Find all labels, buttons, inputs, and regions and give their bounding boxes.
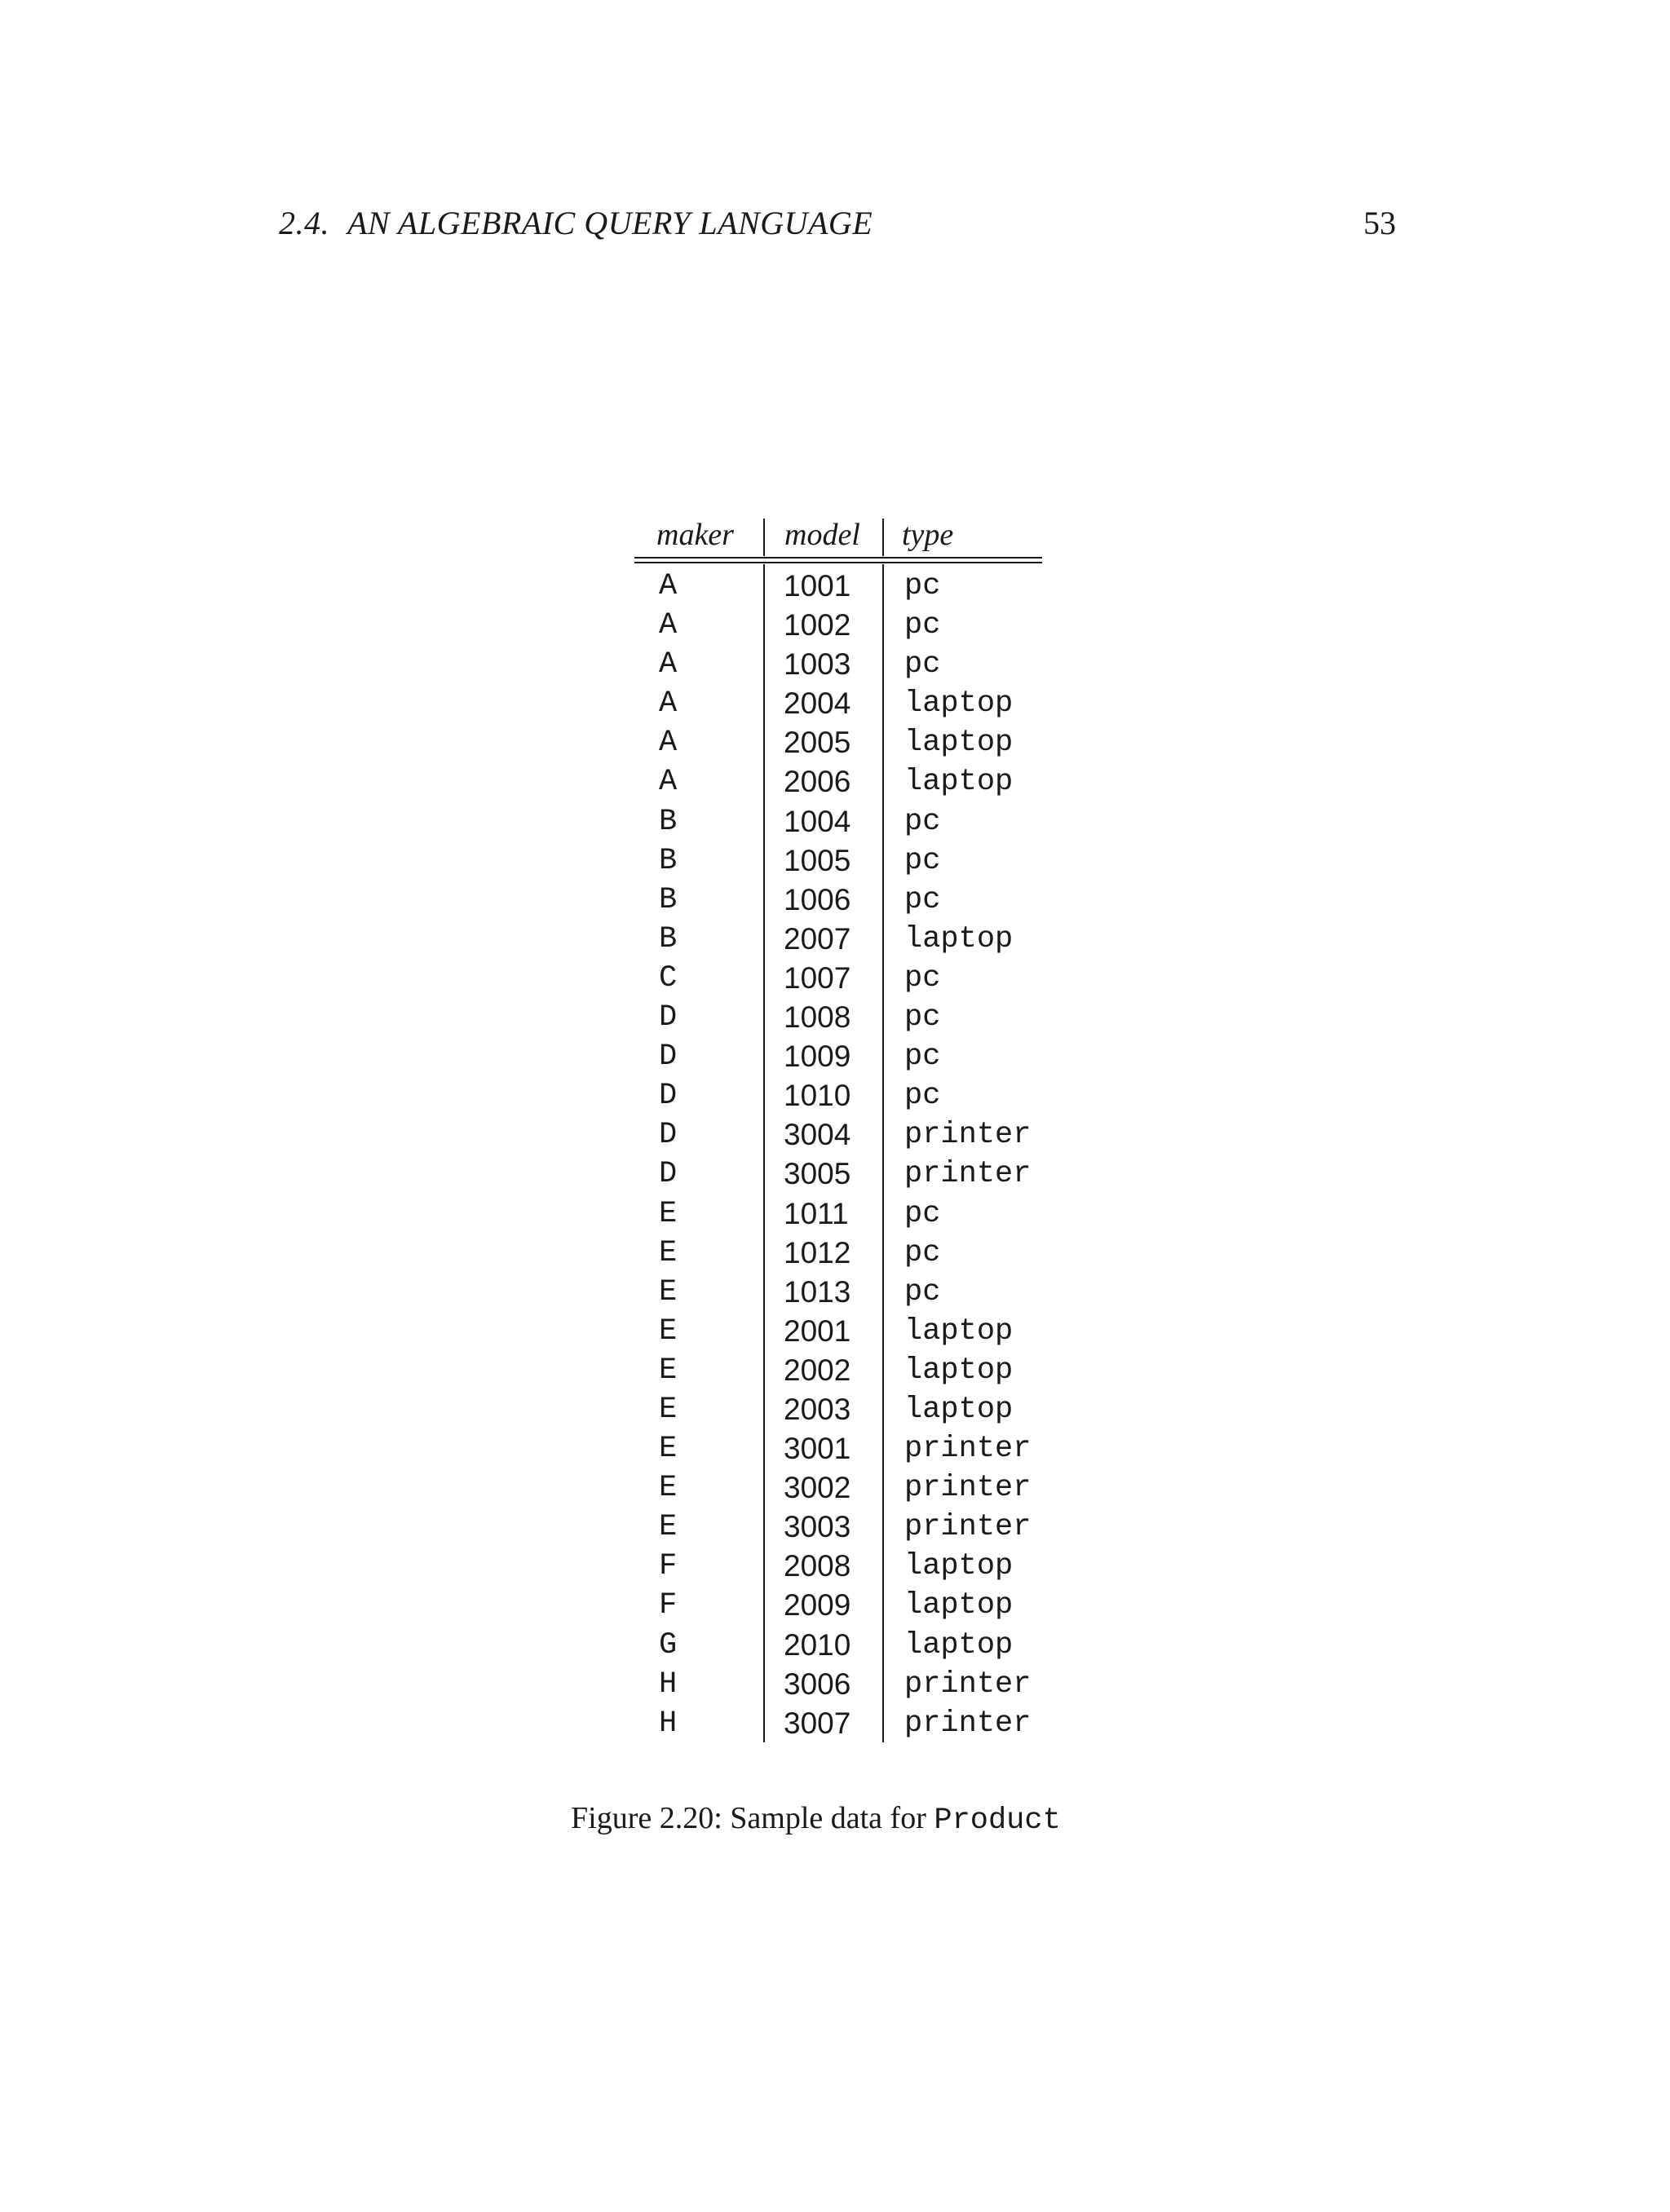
- figure-caption: [571, 1800, 1061, 1838]
- cell-type: laptop: [904, 921, 1014, 956]
- cell-type: pc: [904, 1040, 941, 1075]
- cell-model: 1008: [784, 1000, 851, 1035]
- table-row: [634, 1152, 1042, 1191]
- cell-maker: E: [659, 1353, 678, 1388]
- product-table: [634, 510, 1042, 1741]
- cell-model: 1012: [784, 1235, 851, 1269]
- table-row: [634, 1662, 1042, 1702]
- table-row: [634, 1388, 1042, 1427]
- table-row: [634, 1192, 1042, 1231]
- table-row: [634, 1270, 1042, 1309]
- table-header: [634, 510, 1042, 557]
- table-row: [634, 682, 1042, 721]
- cell-maker: B: [659, 921, 678, 956]
- cell-model: 2003: [784, 1392, 851, 1426]
- cell-type: pc: [904, 569, 941, 603]
- cell-maker: E: [659, 1274, 678, 1309]
- header-rule-top: [634, 557, 1042, 559]
- cell-maker: A: [659, 569, 678, 603]
- cell-model: 3007: [784, 1706, 851, 1740]
- cell-model: 2008: [784, 1549, 851, 1583]
- cell-model: 3001: [784, 1432, 851, 1466]
- column-header-maker: maker: [656, 518, 734, 552]
- table-row: [634, 1309, 1042, 1349]
- cell-model: 1009: [784, 1040, 851, 1074]
- cell-type: printer: [904, 1510, 1032, 1545]
- table-row: [634, 1349, 1042, 1388]
- cell-type: printer: [904, 1432, 1032, 1467]
- cell-maker: E: [659, 1314, 678, 1349]
- cell-maker: G: [659, 1627, 678, 1662]
- cell-maker: A: [659, 726, 678, 761]
- cell-model: 3003: [784, 1510, 851, 1544]
- running-head: [279, 204, 873, 242]
- cell-type: pc: [904, 647, 941, 682]
- cell-maker: A: [659, 647, 678, 682]
- cell-model: 2004: [784, 687, 851, 721]
- cell-type: printer: [904, 1118, 1032, 1153]
- cell-model: 1010: [784, 1079, 851, 1113]
- cell-type: laptop: [904, 726, 1014, 761]
- cell-model: 2005: [784, 726, 851, 760]
- table-row: [634, 839, 1042, 878]
- cell-type: laptop: [904, 1392, 1014, 1427]
- cell-model: 1004: [784, 804, 851, 838]
- cell-model: 1003: [784, 647, 851, 682]
- cell-model: 2006: [784, 765, 851, 799]
- table-row: [634, 1702, 1042, 1741]
- cell-model: 2007: [784, 921, 851, 956]
- cell-model: 1002: [784, 608, 851, 642]
- cell-maker: E: [659, 1510, 678, 1545]
- cell-maker: B: [659, 843, 678, 878]
- cell-type: pc: [904, 960, 941, 996]
- page-number: 53: [1363, 205, 1396, 241]
- cell-type: pc: [904, 1000, 941, 1035]
- table-row: [634, 1583, 1042, 1623]
- table-row: [634, 1035, 1042, 1074]
- cell-maker: A: [659, 608, 678, 643]
- cell-maker: D: [659, 1000, 678, 1035]
- cell-maker: F: [659, 1549, 678, 1584]
- cell-model: 3004: [784, 1118, 851, 1152]
- cell-model: 1006: [784, 882, 851, 916]
- table-row: [634, 800, 1042, 839]
- table-row: [634, 760, 1042, 799]
- cell-type: laptop: [904, 1588, 1014, 1623]
- table-row: [634, 878, 1042, 917]
- table-row: [634, 1466, 1042, 1505]
- table-row: [634, 917, 1042, 956]
- cell-maker: E: [659, 1432, 678, 1467]
- cell-type: laptop: [904, 1353, 1014, 1388]
- cell-maker: D: [659, 1040, 678, 1075]
- cell-type: printer: [904, 1706, 1032, 1741]
- cell-maker: H: [659, 1706, 678, 1741]
- header-column-divider: [882, 519, 884, 556]
- table-row: [634, 1231, 1042, 1270]
- cell-model: 1007: [784, 960, 851, 995]
- table-row: [634, 1113, 1042, 1152]
- table-body: [634, 564, 1042, 1741]
- cell-type: laptop: [904, 1549, 1014, 1584]
- cell-model: 2009: [784, 1588, 851, 1623]
- cell-type: pc: [904, 1079, 941, 1114]
- header-column-divider: [763, 519, 765, 556]
- cell-type: pc: [904, 1196, 941, 1231]
- cell-maker: D: [659, 1118, 678, 1153]
- table-row: [634, 603, 1042, 642]
- table-row: [634, 1544, 1042, 1583]
- table-row: [634, 1074, 1042, 1113]
- section-title: AN ALGEBRAIC QUERY LANGUAGE: [347, 205, 873, 241]
- cell-maker: E: [659, 1196, 678, 1231]
- cell-maker: E: [659, 1392, 678, 1427]
- cell-maker: A: [659, 765, 678, 800]
- cell-type: pc: [904, 843, 941, 878]
- cell-model: 1005: [784, 843, 851, 877]
- cell-type: pc: [904, 882, 941, 917]
- header-rule-bottom: [634, 562, 1042, 563]
- column-header-model: model: [784, 518, 860, 552]
- table-row: [634, 996, 1042, 1035]
- cell-maker: B: [659, 804, 678, 839]
- table-row: [634, 1427, 1042, 1466]
- cell-type: pc: [904, 804, 941, 839]
- cell-type: printer: [904, 1667, 1032, 1702]
- section-number: 2.4.: [279, 205, 329, 241]
- cell-type: laptop: [904, 1627, 1014, 1662]
- cell-maker: E: [659, 1235, 678, 1270]
- table-row: [634, 564, 1042, 603]
- cell-model: 3002: [784, 1471, 851, 1505]
- table-row: [634, 642, 1042, 682]
- cell-model: 2010: [784, 1627, 851, 1662]
- cell-maker: B: [659, 882, 678, 917]
- cell-model: 3005: [784, 1157, 851, 1191]
- cell-type: laptop: [904, 687, 1014, 722]
- cell-model: 1011: [784, 1196, 849, 1230]
- cell-maker: D: [659, 1157, 678, 1192]
- cell-type: laptop: [904, 1314, 1014, 1349]
- caption-relation-name: Product: [934, 1804, 1061, 1838]
- cell-maker: D: [659, 1079, 678, 1114]
- cell-type: printer: [904, 1471, 1032, 1506]
- table-row: [634, 1623, 1042, 1662]
- cell-model: 1001: [784, 569, 851, 603]
- cell-model: 3006: [784, 1667, 851, 1701]
- cell-maker: F: [659, 1588, 678, 1623]
- cell-model: 2001: [784, 1314, 851, 1348]
- cell-model: 1013: [784, 1274, 851, 1309]
- cell-type: pc: [904, 1235, 941, 1270]
- cell-maker: A: [659, 687, 678, 722]
- cell-type: printer: [904, 1157, 1032, 1192]
- cell-maker: C: [659, 960, 678, 996]
- cell-type: pc: [904, 1274, 941, 1309]
- cell-maker: H: [659, 1667, 678, 1702]
- cell-maker: E: [659, 1471, 678, 1506]
- cell-model: 2002: [784, 1353, 851, 1387]
- column-header-type: type: [902, 518, 954, 552]
- cell-type: pc: [904, 608, 941, 643]
- table-row: [634, 721, 1042, 760]
- table-row: [634, 1505, 1042, 1544]
- cell-type: laptop: [904, 765, 1014, 800]
- caption-text: Figure 2.20: Sample data for: [571, 1801, 934, 1835]
- table-row: [634, 956, 1042, 996]
